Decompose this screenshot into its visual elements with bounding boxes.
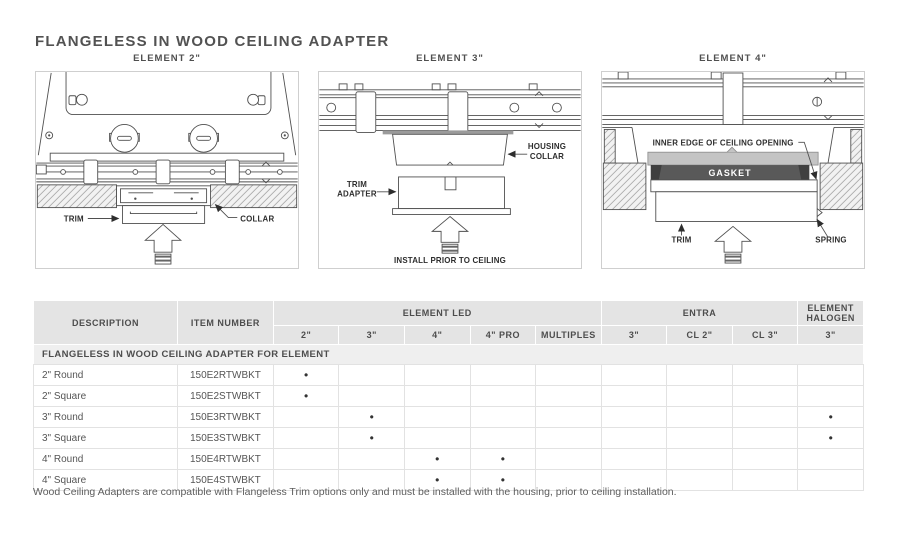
compat-cell xyxy=(732,449,798,470)
item-number-cell: 150E4STWBKT xyxy=(178,470,274,491)
element-3-diagram xyxy=(318,71,582,269)
housing-outline xyxy=(38,71,295,161)
gasket-label: GASKET xyxy=(708,167,752,178)
compat-cell xyxy=(798,365,864,386)
figure-element-2 xyxy=(35,53,299,269)
figure-element-3 xyxy=(318,53,582,269)
item-number-cell: 150E4RTWBKT xyxy=(178,449,274,470)
element-4-diagram xyxy=(601,71,865,269)
figure-element-4-title: ELEMENT 4" xyxy=(699,53,767,64)
subcol-led-multiples: MULTIPLES xyxy=(536,326,602,345)
table-group-header-row xyxy=(34,301,864,326)
compat-cell: • xyxy=(470,470,536,491)
compat-cell xyxy=(667,386,733,407)
compat-cell xyxy=(732,428,798,449)
trim-adapter-label-line1: TRIM xyxy=(346,179,368,189)
table-row xyxy=(34,449,864,470)
subcol-led-3: 3" xyxy=(339,326,405,345)
compat-cell xyxy=(601,428,667,449)
compat-cell xyxy=(798,386,864,407)
compat-cell xyxy=(273,407,339,428)
compat-cell xyxy=(470,365,536,386)
compat-cell xyxy=(404,407,470,428)
compat-cell xyxy=(601,407,667,428)
compat-cell xyxy=(732,386,798,407)
col-header-item-number: ITEM NUMBER xyxy=(178,301,274,345)
compat-cell xyxy=(667,449,733,470)
compat-cell: • xyxy=(798,428,864,449)
footnote: Wood Ceiling Adapters are compatible with Flangeless Trim options only and must be installed with the housing, prior to ceiling installation. xyxy=(33,486,677,498)
compatibility-table-wrap xyxy=(33,300,864,491)
table-section-row xyxy=(34,345,864,365)
description-cell: 4" Round xyxy=(34,449,178,470)
compat-cell: • xyxy=(404,449,470,470)
trim-label: TRIM xyxy=(671,235,692,245)
compat-cell: • xyxy=(404,470,470,491)
collar-label: COLLAR xyxy=(240,214,275,224)
compat-cell xyxy=(404,428,470,449)
mounting-rail xyxy=(602,72,863,124)
section-header: FLANGELESS IN WOOD CEILING ADAPTER FOR ELEMENT xyxy=(34,345,864,365)
collar xyxy=(117,186,211,206)
gasket-assembly xyxy=(648,147,818,192)
compat-cell xyxy=(601,365,667,386)
trim-adapter xyxy=(393,177,511,215)
description-cell: 2" Round xyxy=(34,365,178,386)
subcol-led-4: 4" xyxy=(404,326,470,345)
housing-collar xyxy=(383,130,514,165)
page-title: FLANGELESS IN WOOD CEILING ADAPTER xyxy=(35,33,390,50)
compat-cell: • xyxy=(470,449,536,470)
install-up-arrow-icon xyxy=(715,226,751,263)
item-number-cell: 150E2RTWBKT xyxy=(178,365,274,386)
table-row xyxy=(34,386,864,407)
compat-cell xyxy=(732,407,798,428)
mounting-rail xyxy=(319,84,580,133)
description-cell: 2" Square xyxy=(34,386,178,407)
compat-cell: • xyxy=(339,407,405,428)
compat-cell xyxy=(536,386,602,407)
trim-label: TRIM xyxy=(63,214,84,224)
compat-cell xyxy=(667,428,733,449)
compat-cell xyxy=(339,386,405,407)
description-cell: 3" Square xyxy=(34,428,178,449)
compat-cell xyxy=(798,449,864,470)
housing-collar-label-line2: COLLAR xyxy=(529,152,565,162)
compat-cell xyxy=(536,428,602,449)
inner-edge-label: INNER EDGE OF CEILING OPENING xyxy=(652,138,794,148)
compat-cell: • xyxy=(273,386,339,407)
compat-cell xyxy=(732,365,798,386)
install-note-label: INSTALL PRIOR TO CEILING xyxy=(394,256,506,266)
item-number-cell: 150E3RTWBKT xyxy=(178,407,274,428)
item-number-cell: 150E3STWBKT xyxy=(178,428,274,449)
compatibility-table xyxy=(33,300,864,491)
subcol-halogen-3: 3" xyxy=(798,326,864,345)
group-header-element-halogen: ELEMENT HALOGEN xyxy=(798,301,864,326)
compat-cell xyxy=(798,470,864,491)
figure-element-3-title: ELEMENT 3" xyxy=(416,53,484,64)
compat-cell: • xyxy=(273,365,339,386)
compat-cell xyxy=(536,407,602,428)
compat-cell xyxy=(732,470,798,491)
table-row xyxy=(34,428,864,449)
compat-cell xyxy=(339,449,405,470)
figure-element-2-title: ELEMENT 2" xyxy=(133,53,201,64)
compat-cell xyxy=(470,428,536,449)
spring-label: SPRING xyxy=(815,235,847,245)
subcol-led-4pro: 4" PRO xyxy=(470,326,536,345)
compat-cell xyxy=(601,386,667,407)
table-row xyxy=(34,407,864,428)
compat-cell xyxy=(601,449,667,470)
trim-adapter-label-line2: ADAPTER xyxy=(337,189,377,199)
element-2-diagram xyxy=(35,71,299,269)
compat-cell: • xyxy=(798,407,864,428)
figure-element-4 xyxy=(601,53,865,269)
compat-cell xyxy=(667,365,733,386)
compat-cell xyxy=(470,386,536,407)
compat-cell xyxy=(536,365,602,386)
description-cell: 4" Square xyxy=(34,470,178,491)
subcol-entra-cl3: CL 3" xyxy=(732,326,798,345)
trim xyxy=(122,206,204,224)
col-header-description: DESCRIPTION xyxy=(34,301,178,345)
compat-cell xyxy=(404,386,470,407)
install-up-arrow-icon xyxy=(432,217,468,254)
description-cell: 3" Round xyxy=(34,407,178,428)
compat-cell xyxy=(404,365,470,386)
compat-cell xyxy=(470,407,536,428)
install-up-arrow-icon xyxy=(145,224,181,264)
subcol-led-2: 2" xyxy=(273,326,339,345)
compat-cell xyxy=(667,407,733,428)
compat-cell: • xyxy=(339,428,405,449)
compat-cell xyxy=(273,449,339,470)
group-header-entra: ENTRA xyxy=(601,301,798,326)
compat-cell xyxy=(536,449,602,470)
housing-collar-label-line1: HOUSING xyxy=(527,142,567,152)
subcol-entra-cl2: CL 2" xyxy=(667,326,733,345)
subcol-entra-3: 3" xyxy=(601,326,667,345)
item-number-cell: 150E2STWBKT xyxy=(178,386,274,407)
group-header-element-led: ELEMENT LED xyxy=(273,301,601,326)
compat-cell xyxy=(273,428,339,449)
mounting-rail xyxy=(36,160,297,184)
compat-cell xyxy=(339,365,405,386)
trim xyxy=(656,192,822,222)
table-row xyxy=(34,365,864,386)
